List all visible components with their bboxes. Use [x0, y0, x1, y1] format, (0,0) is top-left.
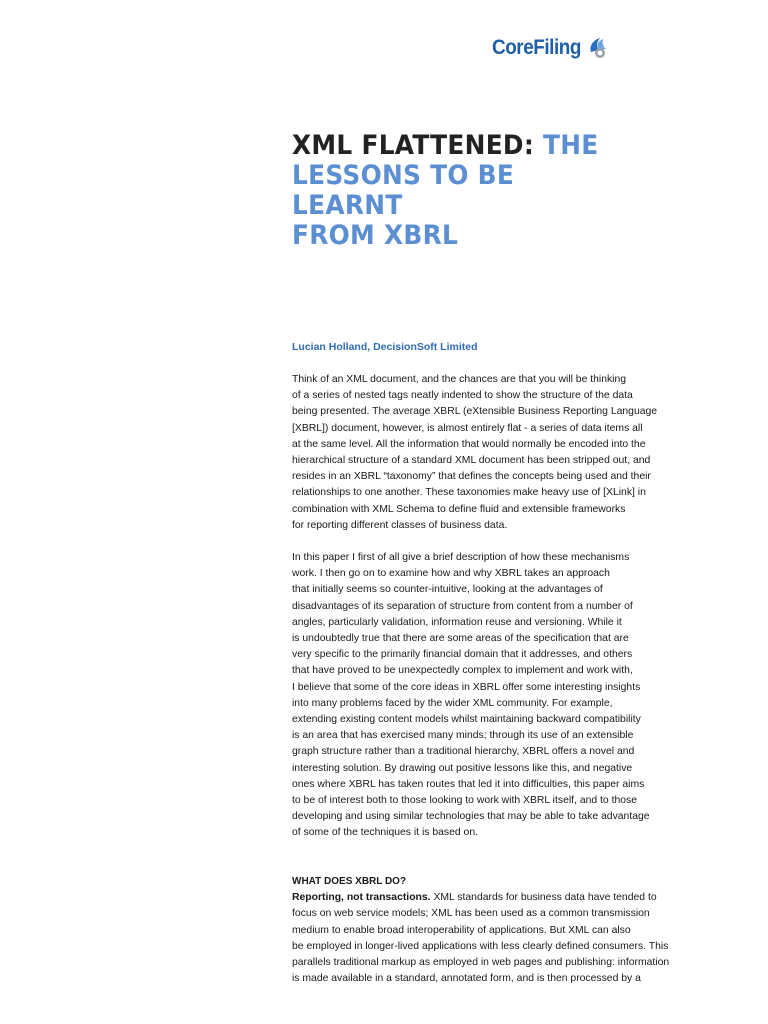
section-lead-in: Reporting, not transactions.: [292, 892, 431, 904]
paragraph-line: developing and using similar technologies that may be able to take advantage: [292, 811, 650, 823]
title-blue-part-2: LESSONS TO BE LEARNT: [292, 160, 515, 221]
title-blue-part-1: THE: [542, 130, 599, 161]
paragraph-line: angles, particularly validation, information reuse and versioning. While it: [292, 616, 622, 628]
paragraph-line: ones where XBRL has taken routes that led it into difficulties, this paper aims: [292, 778, 645, 790]
paragraph-line: that have proved to be unexpectedly complex to implement and work with,: [292, 665, 633, 677]
paragraph-line: disadvantages of its separation of structure from content from a number of: [292, 600, 633, 612]
paragraph-line: that initially seems so counter-intuitive, looking at the advantages of: [292, 584, 603, 596]
paragraph-line: [XBRL]) document, however, is almost entirely flat - a series of data items all: [292, 422, 643, 434]
section-heading: WHAT DOES XBRL DO?: [292, 876, 407, 887]
paragraph-line: combination with XML Schema to define fluid and extensible frameworks: [292, 503, 626, 515]
paragraph-line: at the same level. All the information that would normally be encoded into the: [292, 438, 646, 450]
paragraph-line: into many problems faced by the wider XML community. For example,: [292, 697, 613, 709]
author-line: Lucian Holland, DecisionSoft Limited: [292, 341, 478, 353]
paragraph-line: is made available in a standard, annotated form, and is then processed by a: [292, 973, 641, 985]
paragraph-line: Think of an XML document, and the chances are that you will be thinking: [292, 374, 627, 385]
paragraph-intro: [292, 372, 682, 534]
paragraph-line: focus on web service models; XML has been used as a common transmission: [292, 908, 650, 920]
paragraph-line: is undoubtedly true that there are some areas of the specification that are: [292, 633, 629, 645]
paragraph-line: for reporting different classes of business data.: [292, 519, 508, 531]
paragraph-line: relationships to one another. These taxonomies make heavy use of [XLink] in: [292, 487, 646, 499]
paragraph-line: very specific to the primarily financial domain that it addresses, and others: [292, 649, 633, 661]
paragraph-line: resides in an XBRL “taxonomy” that defines the concepts being used and their: [292, 471, 651, 483]
title-blue-part-3: FROM XBRL: [292, 220, 459, 251]
paragraph-line: work. I then go on to examine how and why XBRL takes an approach: [292, 568, 610, 580]
paragraph-line: is an area that has exercised many minds; through its use of an extensible: [292, 730, 634, 742]
document-title: [292, 131, 605, 251]
paragraph-line: interesting solution. By drawing out positive lessons like this, and negative: [292, 762, 633, 774]
paragraph-line: medium to enable broad interoperability of applications. But XML can also: [292, 924, 631, 936]
paragraph-line: being presented. The average XBRL (eXtensible Business Reporting Language: [292, 406, 658, 418]
paragraph-line: I believe that some of the core ideas in XBRL offer some interesting insights: [292, 681, 641, 693]
paragraph-line: In this paper I first of all give a brief description of how these mechanisms: [292, 552, 630, 563]
paragraph-line: [292, 890, 682, 906]
section-what-does-xbrl-do: [292, 874, 682, 987]
paragraph-line: extending existing content models whilst maintaining backward compatibility: [292, 714, 641, 726]
paragraph-line: be employed in longer-lived applications with less clearly defined consumers. This: [292, 940, 669, 952]
paragraph-line: parallels traditional markup as employed in web pages and publishing: information: [292, 957, 670, 969]
paragraph-overview: [292, 550, 682, 842]
paragraph-line: of a series of nested tags neatly indented to show the structure of the data: [292, 390, 633, 402]
paragraph-line: to be of interest both to those looking to work with XBRL itself, and to those: [292, 795, 638, 807]
section-first-line-rest: XML standards for business data have tended to: [430, 892, 657, 904]
logo-text: CoreFiling: [492, 36, 581, 59]
corefiling-logo: [492, 36, 609, 60]
paragraph-line: of some of the techniques it is based on.: [292, 827, 478, 839]
paragraph-line: hierarchical structure of a standard XML document has been stripped out, and: [292, 455, 651, 467]
title-dark-part: XML FLATTENED:: [292, 130, 535, 161]
corefiling-logo-mark-icon: [587, 36, 609, 60]
paragraph-line: graph structure rather than a traditional hierarchy, XBRL offers a novel and: [292, 746, 635, 758]
